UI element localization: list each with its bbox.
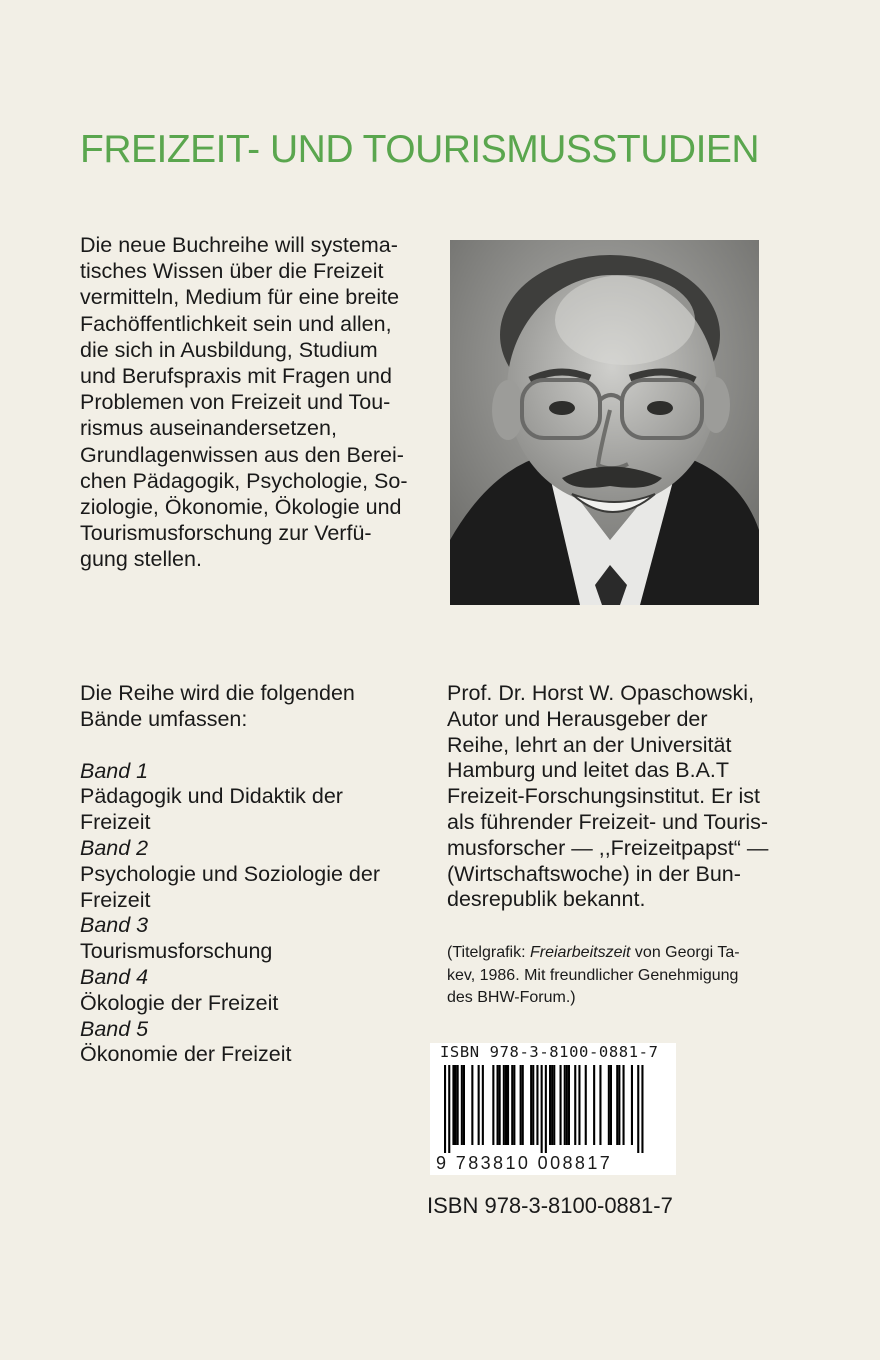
intro-line: ziologie, Ökonomie, Ökologie und [80, 495, 402, 520]
series-description [80, 232, 430, 573]
barcode-bar [448, 1065, 450, 1153]
barcode-bar [578, 1065, 580, 1145]
intro-line: Die neue Buchreihe will systema- [80, 233, 398, 257]
intro-line: vermitteln, Medium für eine breite [80, 285, 400, 310]
credit-line: des BHW-Forum.) [447, 989, 576, 1006]
barcode-bar [457, 1065, 459, 1145]
barcode-bar [616, 1065, 618, 1145]
bio-line: Prof. Dr. Horst W. Opaschowski, [447, 681, 755, 705]
band-title-line: Ökonomie der Freizeit [80, 1042, 292, 1067]
bio-line: Freizeit-Forschungsinstitut. Er ist [447, 784, 761, 809]
band-title-line: Freizeit [80, 810, 151, 835]
barcode-bar [455, 1065, 457, 1145]
barcode-bar [593, 1065, 595, 1145]
bio-line: Hamburg und leitet das B.A.T [447, 758, 730, 783]
band-label: Band 4 [80, 964, 149, 989]
intro-line: Problemen von Freizeit und Tou- [80, 390, 391, 415]
bio-line: musforscher — ,,Freizeitpapst“ — [447, 835, 769, 860]
barcode-bar [511, 1065, 513, 1145]
barcode-bar [463, 1065, 465, 1145]
bio-line: Reihe, lehrt an der Universität [447, 732, 732, 757]
barcode-bar [564, 1065, 566, 1145]
intro-line: die sich in Ausbildung, Studium [80, 337, 378, 362]
band-label: Band 2 [80, 835, 149, 860]
barcode-bar [560, 1065, 562, 1145]
band-title-line: Psychologie und Soziologie der [80, 861, 381, 886]
intro-line: und Berufspraxis mit Fragen und [80, 364, 392, 389]
band-label: Band 5 [80, 1016, 149, 1041]
isbn-number: ISBN 978-3-8100-0881-7 [427, 1193, 673, 1218]
band-title-line: Freizeit [80, 887, 151, 912]
cover-credit [447, 942, 787, 1010]
bio-line: desrepublik bekannt. [447, 887, 646, 912]
barcode-bar [471, 1065, 473, 1145]
barcode-bar [623, 1065, 625, 1145]
isbn-barcode [430, 1043, 676, 1175]
author-portrait-illustration [450, 240, 759, 605]
barcode-bar [478, 1065, 480, 1145]
barcode-bar [492, 1065, 494, 1145]
barcode-bar [505, 1065, 507, 1145]
barcode-bar [536, 1065, 538, 1145]
barcode-bar [599, 1065, 601, 1145]
bio-line: als führender Freizeit- und Touris- [447, 809, 769, 834]
bio-line: (Wirtschaftswoche) in der Bun- [447, 861, 741, 886]
credit-work-title: Freiarbeitszeit [529, 944, 631, 961]
bio-line: Autor und Herausgeber der [447, 706, 708, 731]
barcode-bar [551, 1065, 553, 1145]
barcode-bar [482, 1065, 484, 1145]
barcode-bar [641, 1065, 643, 1153]
barcode-bar [566, 1065, 568, 1145]
intro-line: chen Pädagogik, Psychologie, So- [80, 468, 408, 493]
barcode-bar [549, 1065, 551, 1145]
barcode-bar [568, 1065, 570, 1145]
intro-line: Fachöffentlichkeit sein und allen, [80, 311, 392, 336]
barcode-bar [444, 1065, 446, 1153]
barcode-bar [637, 1065, 639, 1153]
barcode-bar [507, 1065, 509, 1145]
barcode-bars [444, 1065, 664, 1153]
band-label: Band 3 [80, 913, 149, 938]
barcode-bar [618, 1065, 620, 1145]
barcode-bar [574, 1065, 576, 1145]
barcode-bar [520, 1065, 522, 1145]
intro-line: Tourismusforschung zur Verfü- [80, 521, 372, 546]
author-portrait-photo [450, 240, 759, 605]
band-title-line: Ökologie der Freizeit [80, 990, 279, 1015]
barcode-bar [497, 1065, 499, 1145]
barcode-bar [522, 1065, 524, 1145]
volumes-list [80, 681, 420, 1068]
intro-line: tisches Wissen über die Freizeit [80, 259, 384, 284]
band-title-line: Pädagogik und Didaktik der [80, 784, 343, 809]
credit-line: kev, 1986. Mit freundlicher Genehmigung [447, 966, 739, 984]
series-title: FREIZEIT- UND TOURISMUSSTUDIEN [80, 128, 760, 171]
barcode-bar [513, 1065, 515, 1145]
barcode-bar [545, 1065, 547, 1153]
credit-line: (Titelgrafik: Freiarbeitszeit von Georgi Ta- [447, 944, 740, 961]
barcode-bar [452, 1065, 454, 1145]
barcode-bar [553, 1065, 555, 1145]
barcode-bar [530, 1065, 532, 1145]
barcode-ean-digits: 9 783810 008817 [436, 1153, 613, 1173]
barcode-bar [585, 1065, 587, 1145]
barcode-isbn-text: ISBN 978-3-8100-0881-7 [440, 1043, 659, 1061]
intro-line: rismus auseinandersetzen, [80, 416, 337, 441]
barcode-bar [541, 1065, 543, 1153]
barcode-bar [631, 1065, 633, 1145]
author-bio [447, 681, 787, 913]
barcode-bar [503, 1065, 505, 1145]
barcode-bar [461, 1065, 463, 1145]
barcode-bar [532, 1065, 534, 1145]
band-title-line: Tourismusforschung [80, 939, 273, 964]
barcode-bar [610, 1065, 612, 1145]
volumes-intro-line: Bände umfassen: [80, 706, 248, 731]
barcode-bar [608, 1065, 610, 1145]
band-label: Band 1 [80, 758, 149, 783]
intro-line: Grundlagenwissen aus den Berei- [80, 442, 404, 467]
volumes-intro-line: Die Reihe wird die folgenden [80, 681, 355, 705]
barcode-bar [499, 1065, 501, 1145]
intro-line: gung stellen. [80, 547, 202, 572]
